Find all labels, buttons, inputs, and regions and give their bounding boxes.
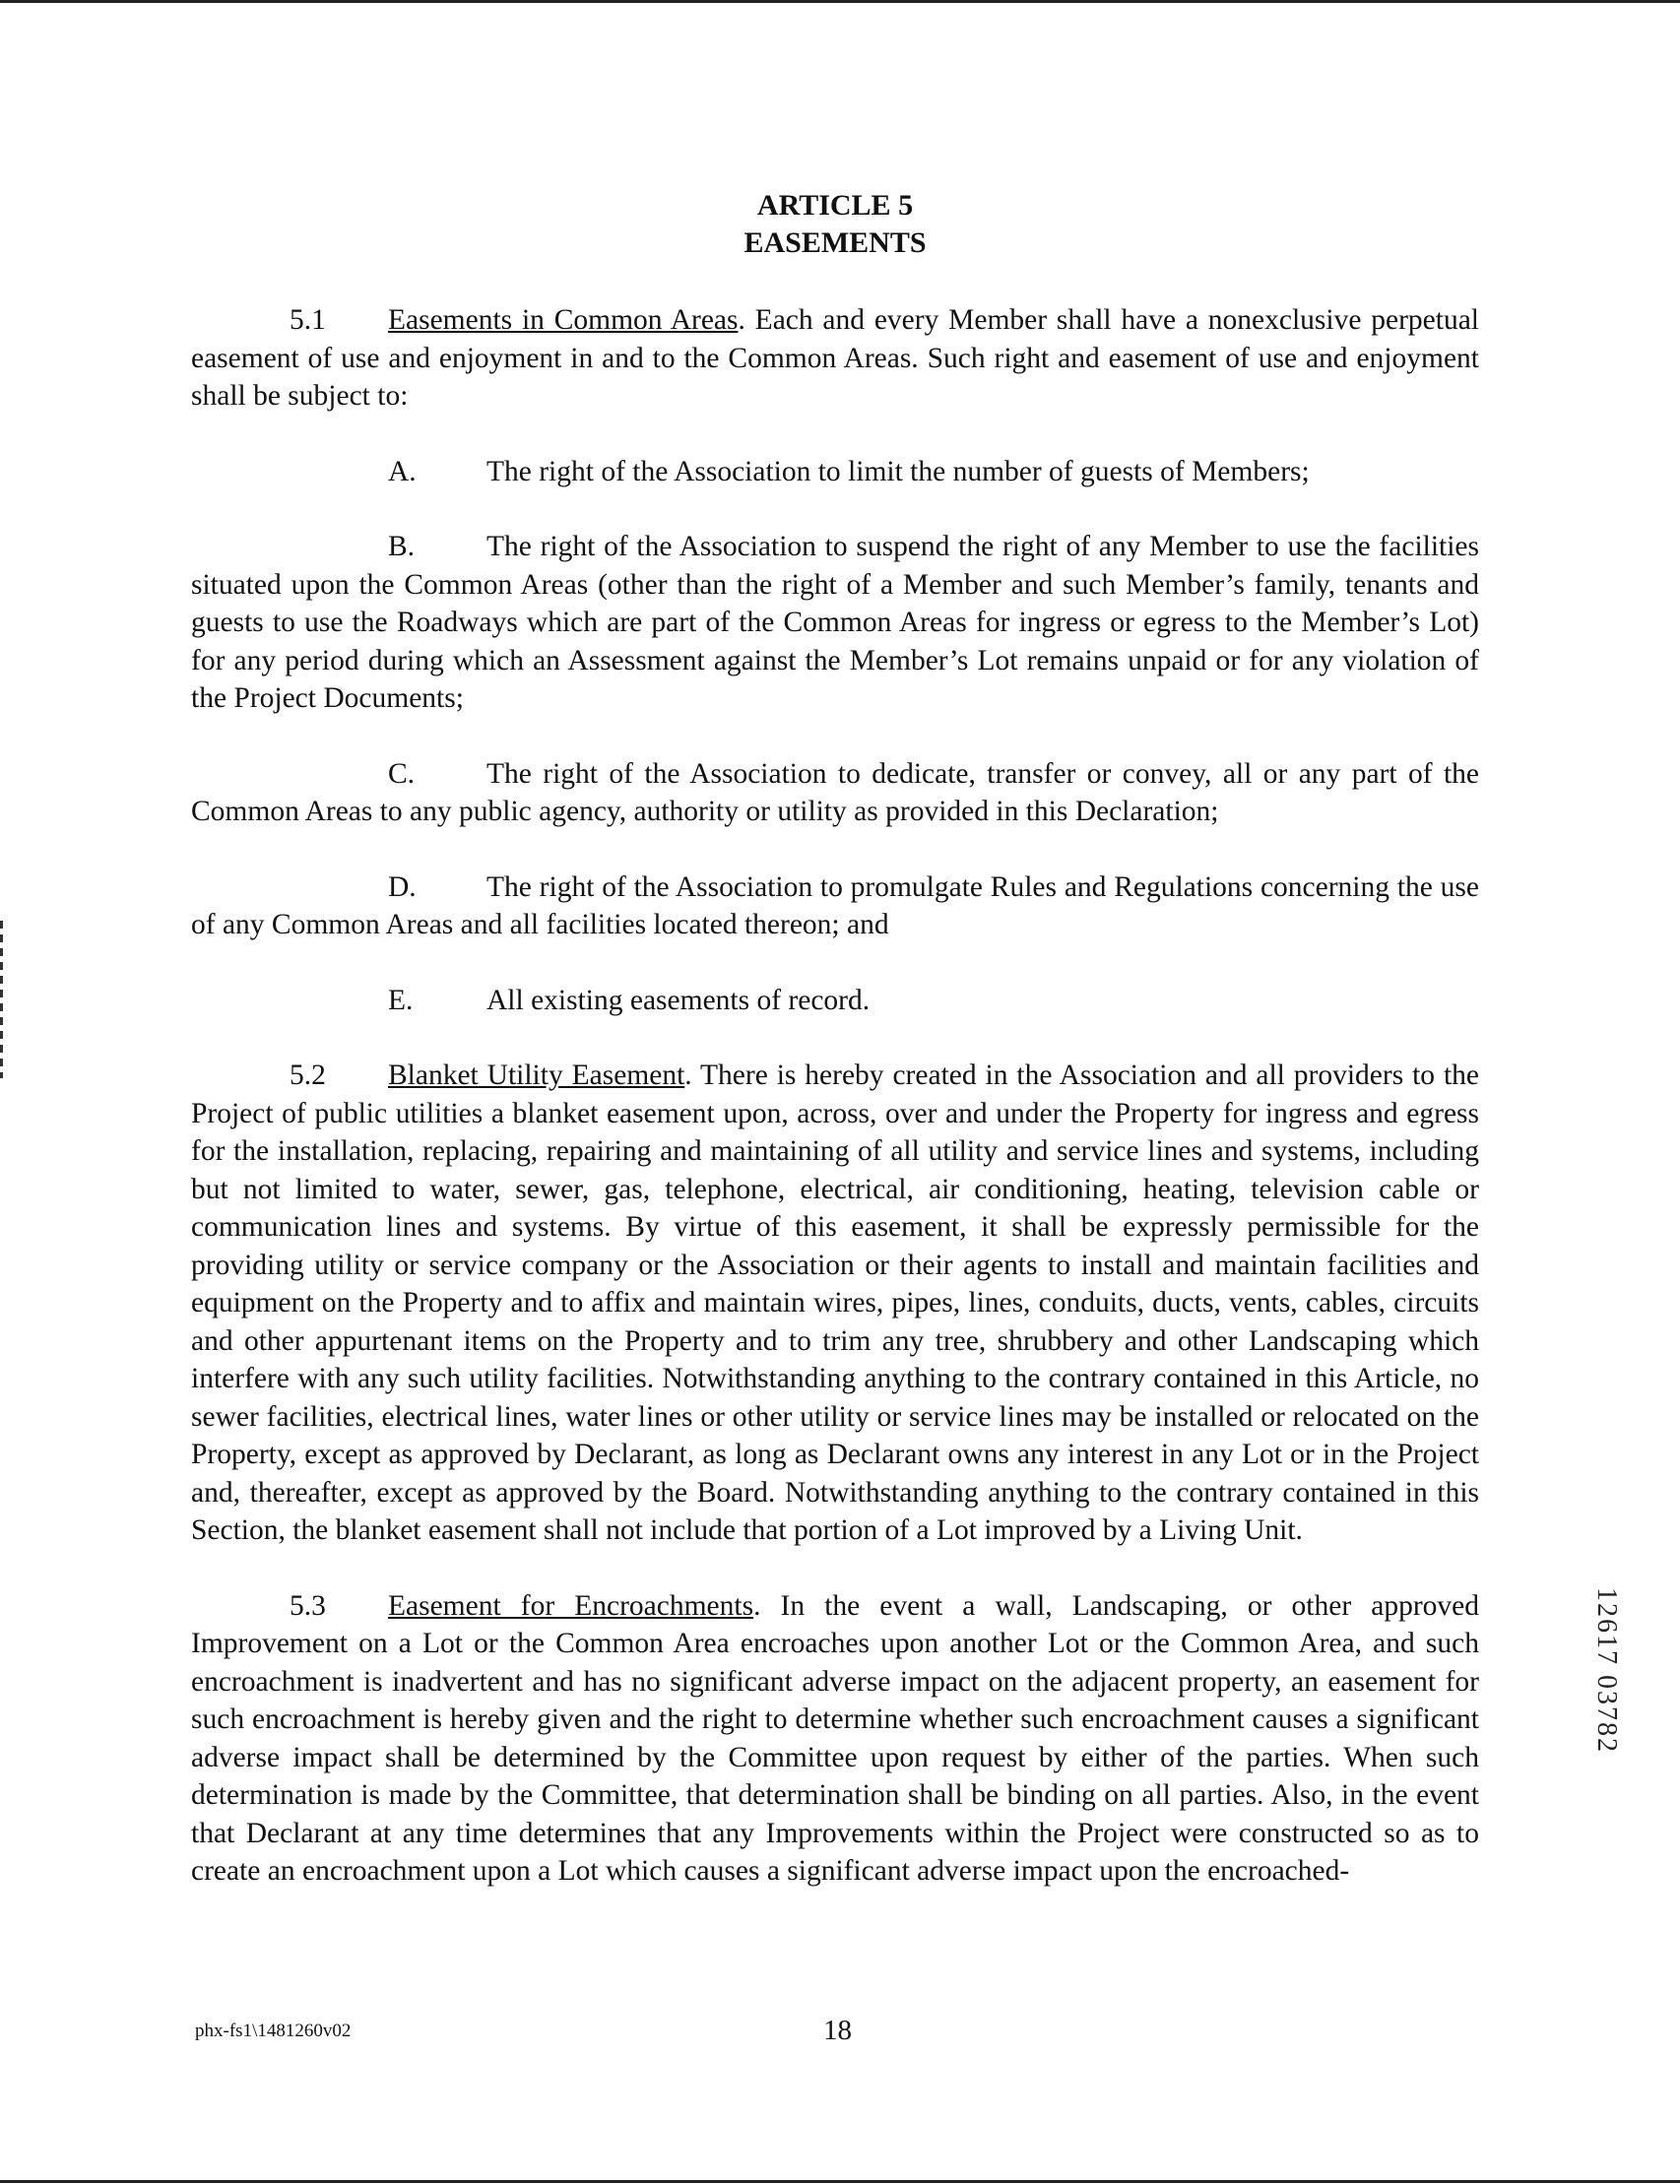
item-text: The right of the Association to dedicate, transfer or convey, all or any part of the Common Areas to any public agency, authority or utility as provided in this Declaration; <box>191 757 1479 827</box>
item-text: All existing easements of record. <box>486 984 871 1016</box>
page-top-edge <box>0 0 1680 3</box>
section-5-2 <box>191 1057 1479 1550</box>
section-heading: Easement for Encroachments <box>388 1589 754 1622</box>
list-item-d <box>191 868 1479 944</box>
section-5-3 <box>191 1587 1479 1891</box>
section-number: 5.2 <box>290 1060 326 1091</box>
list-item-c <box>191 755 1479 831</box>
item-letter: B. <box>388 531 416 562</box>
section-text: . In the event a wall, Landscaping, or other approved Improvement on a Lot or the Common Area encroaches upon another Lot or the Common Area, and such encroachment is inadvertent and has no significant adverse impact on the adjacent property, an easement for such encroachment is hereby given and the right to determine whether such encroachment causes a significant adverse impact shall be determined by the Committee upon request by either of the parties. When such determination is made by the Committee, that determination shall be binding on all parties. Also, in the event that Declarant at any time determines that any Improvements within the Project were constructed so as to create an encroachment upon a Lot which causes a significant adverse impact upon the encroached- <box>191 1589 1479 1887</box>
item-text: The right of the Association to limit the number of guests of Members; <box>486 455 1310 487</box>
footer-document-id: phx-fs1\1481260v02 <box>195 2021 352 2041</box>
scan-edge-marks <box>0 921 3 1078</box>
item-letter: A. <box>388 455 417 487</box>
section-text: . There is hereby created in the Association and all providers to the Project of public utilities a blanket easement upon, across, over and under the Property for ingress and egress for the installation, replacing, repairing and maintaining of all utility and service lines and systems, including but not limited to water, sewer, gas, telephone, electrical, air conditioning, heating, television cable or communication lines and systems. By virtue of this easement, it shall be expressly permissible for the providing utility or service company or the Association or their agents to install and maintain facilities and equipment on the Property and to affix and maintain wires, pipes, lines, conduits, ducts, vents, cables, circuits and other appurtenant items on the Property and to trim any tree, shrubbery and other Landscaping which interfere with any such utility facilities. Notwithstanding anything to the contrary contained in this Article, no sewer facilities, electrical lines, water lines or other utility or service lines may be installed or relocated on the Property, except as approved by Declarant, as long as Declarant owns any interest in any Lot or in the Project and, thereafter, except as approved by the Board. Notwithstanding anything to the contrary contained in this Section, the blanket easement shall not include that portion of a Lot improved by a Living Unit. <box>191 1060 1479 1546</box>
list-item-a <box>191 453 1479 491</box>
article-subtitle: EASEMENTS <box>743 226 927 259</box>
document-page <box>191 187 1479 1928</box>
section-5-1 <box>191 301 1479 416</box>
page-bottom-edge <box>0 2180 1680 2183</box>
section-heading: Easements in Common Areas <box>388 304 739 336</box>
section-number: 5.3 <box>290 1589 326 1622</box>
recording-stamp: 12617 03782 <box>1591 1587 1622 1754</box>
item-text: The right of the Association to promulgate Rules and Regulations concerning the use of any Common Areas and all facilities located thereon; and <box>191 870 1479 940</box>
list-item-e <box>191 982 1479 1020</box>
list-item-b <box>191 528 1479 718</box>
item-letter: C. <box>388 757 416 790</box>
item-text: The right of the Association to suspend the right of any Member to use the facilities situated upon the Common Areas (other than the right of a Member and such Member’s family, tenants and guests to use the Roadways which are part of the Common Areas for ingress or egress to the Member’s Lot) for any period during which an Assessment against the Member’s Lot remains unpaid or for any violation of the Project Documents; <box>191 531 1479 714</box>
item-letter: D. <box>388 870 417 903</box>
section-number: 5.1 <box>290 304 326 336</box>
section-text: . Each and every Member shall have a nonexclusive perpetual easement of use and enjoyment in and to the Common Areas. Such right and easement of use and enjoyment shall be subject to: <box>191 304 1479 412</box>
page-number: 18 <box>823 2015 852 2046</box>
section-heading: Blanket Utility Easement <box>388 1060 685 1091</box>
article-title: ARTICLE 5 <box>756 189 914 222</box>
item-letter: E. <box>388 984 414 1016</box>
